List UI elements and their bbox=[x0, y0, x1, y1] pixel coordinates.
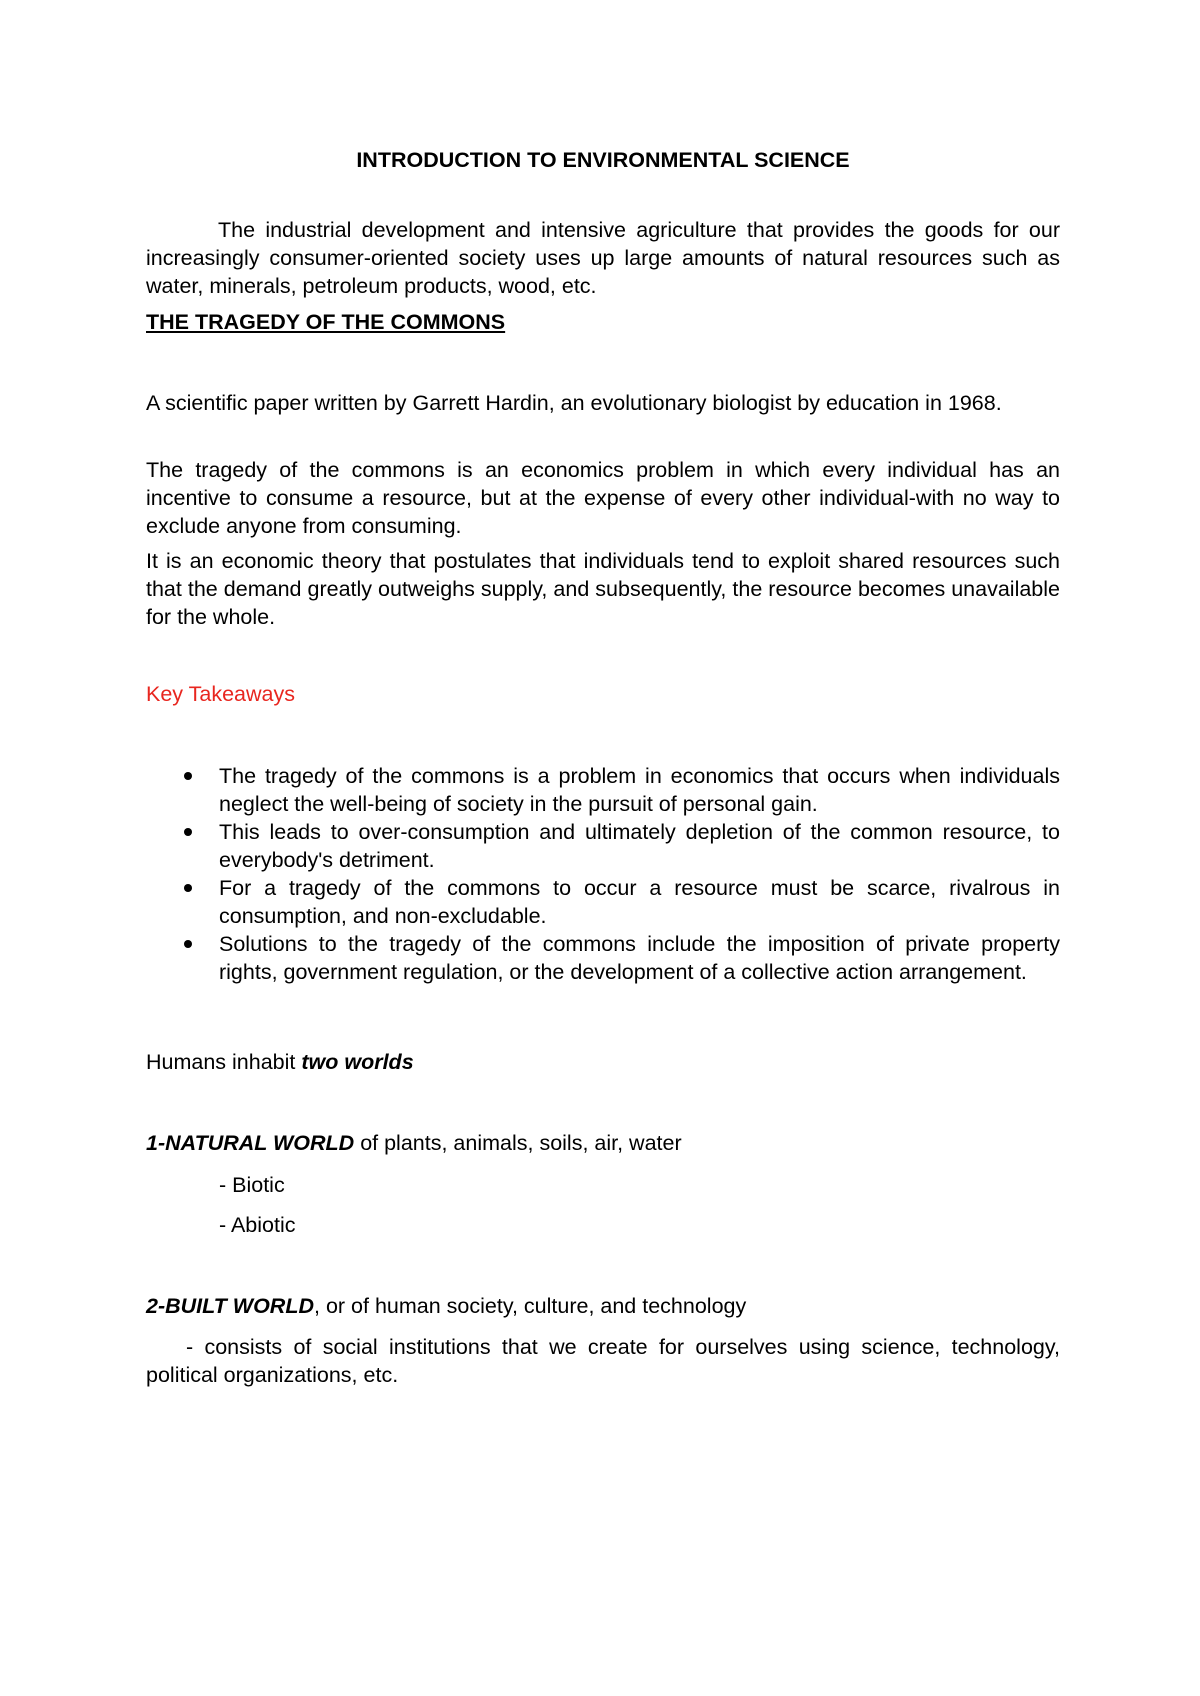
built-world-line bbox=[146, 1292, 746, 1320]
built-world-description: - consists of social institutions that we create for ourselves using science, technology, political organizations, etc. bbox=[146, 1335, 1060, 1387]
built-world-label: 2-BUILT WORLD bbox=[146, 1294, 314, 1318]
natural-world-rest: of plants, animals, soils, air, water bbox=[354, 1131, 682, 1155]
bullet-icon bbox=[184, 772, 192, 780]
natural-world-item-abiotic: - Abiotic bbox=[219, 1213, 296, 1237]
list-item-text: The tragedy of the commons is a problem in economics that occurs when individuals neglect the well-being of society in the pursuit of personal gain. bbox=[219, 764, 1060, 816]
document-title: INTRODUCTION TO ENVIRONMENTAL SCIENCE bbox=[356, 148, 850, 172]
tragedy-heading: THE TRAGEDY OF THE COMMONS bbox=[146, 310, 506, 334]
two-worlds-emphasis: two worlds bbox=[301, 1050, 414, 1074]
natural-world-item-biotic: - Biotic bbox=[219, 1173, 285, 1197]
natural-world-label: 1-NATURAL WORLD bbox=[146, 1131, 355, 1155]
list-item-text: Solutions to the tragedy of the commons include the imposition of private property rights, government regulation, or the development of a collective action arrangement. bbox=[219, 932, 1060, 984]
tragedy-paragraph-2: The tragedy of the commons is an economics problem in which every individual has an incentive to consume a resource, but at the expense of every other individual-with no way to exclude anyone from consuming. bbox=[146, 458, 1060, 538]
natural-world-line bbox=[146, 1129, 682, 1157]
two-worlds-line bbox=[146, 1048, 414, 1076]
list-item bbox=[146, 874, 1060, 930]
bullet-icon bbox=[184, 884, 192, 892]
list-item bbox=[146, 818, 1060, 874]
key-takeaways-list bbox=[146, 762, 1060, 986]
bullet-icon bbox=[184, 940, 192, 948]
list-item-text: For a tragedy of the commons to occur a resource must be scarce, rivalrous in consumption, and non-excludable. bbox=[219, 876, 1060, 928]
list-item-text: This leads to over-consumption and ultimately depletion of the common resource, to everybody's detriment. bbox=[219, 820, 1060, 872]
built-world-rest: , or of human society, culture, and technology bbox=[314, 1294, 747, 1318]
bullet-icon bbox=[184, 828, 192, 836]
key-takeaways-heading: Key Takeaways bbox=[146, 682, 295, 706]
intro-paragraph: The industrial development and intensive agriculture that provides the goods for our increasingly consumer-oriented society uses up large amounts of natural resources such as water, minerals, petroleum products, wood, etc. bbox=[146, 218, 1060, 298]
list-item bbox=[146, 930, 1060, 986]
two-worlds-lead: Humans inhabit bbox=[146, 1050, 302, 1074]
list-item bbox=[146, 762, 1060, 818]
tragedy-paragraph-1: A scientific paper written by Garrett Hardin, an evolutionary biologist by education in 1968. bbox=[146, 391, 1002, 415]
tragedy-paragraph-3: It is an economic theory that postulates that individuals tend to exploit shared resources such that the demand greatly outweighs supply, and subsequently, the resource becomes unavailable for the whole. bbox=[146, 549, 1060, 629]
